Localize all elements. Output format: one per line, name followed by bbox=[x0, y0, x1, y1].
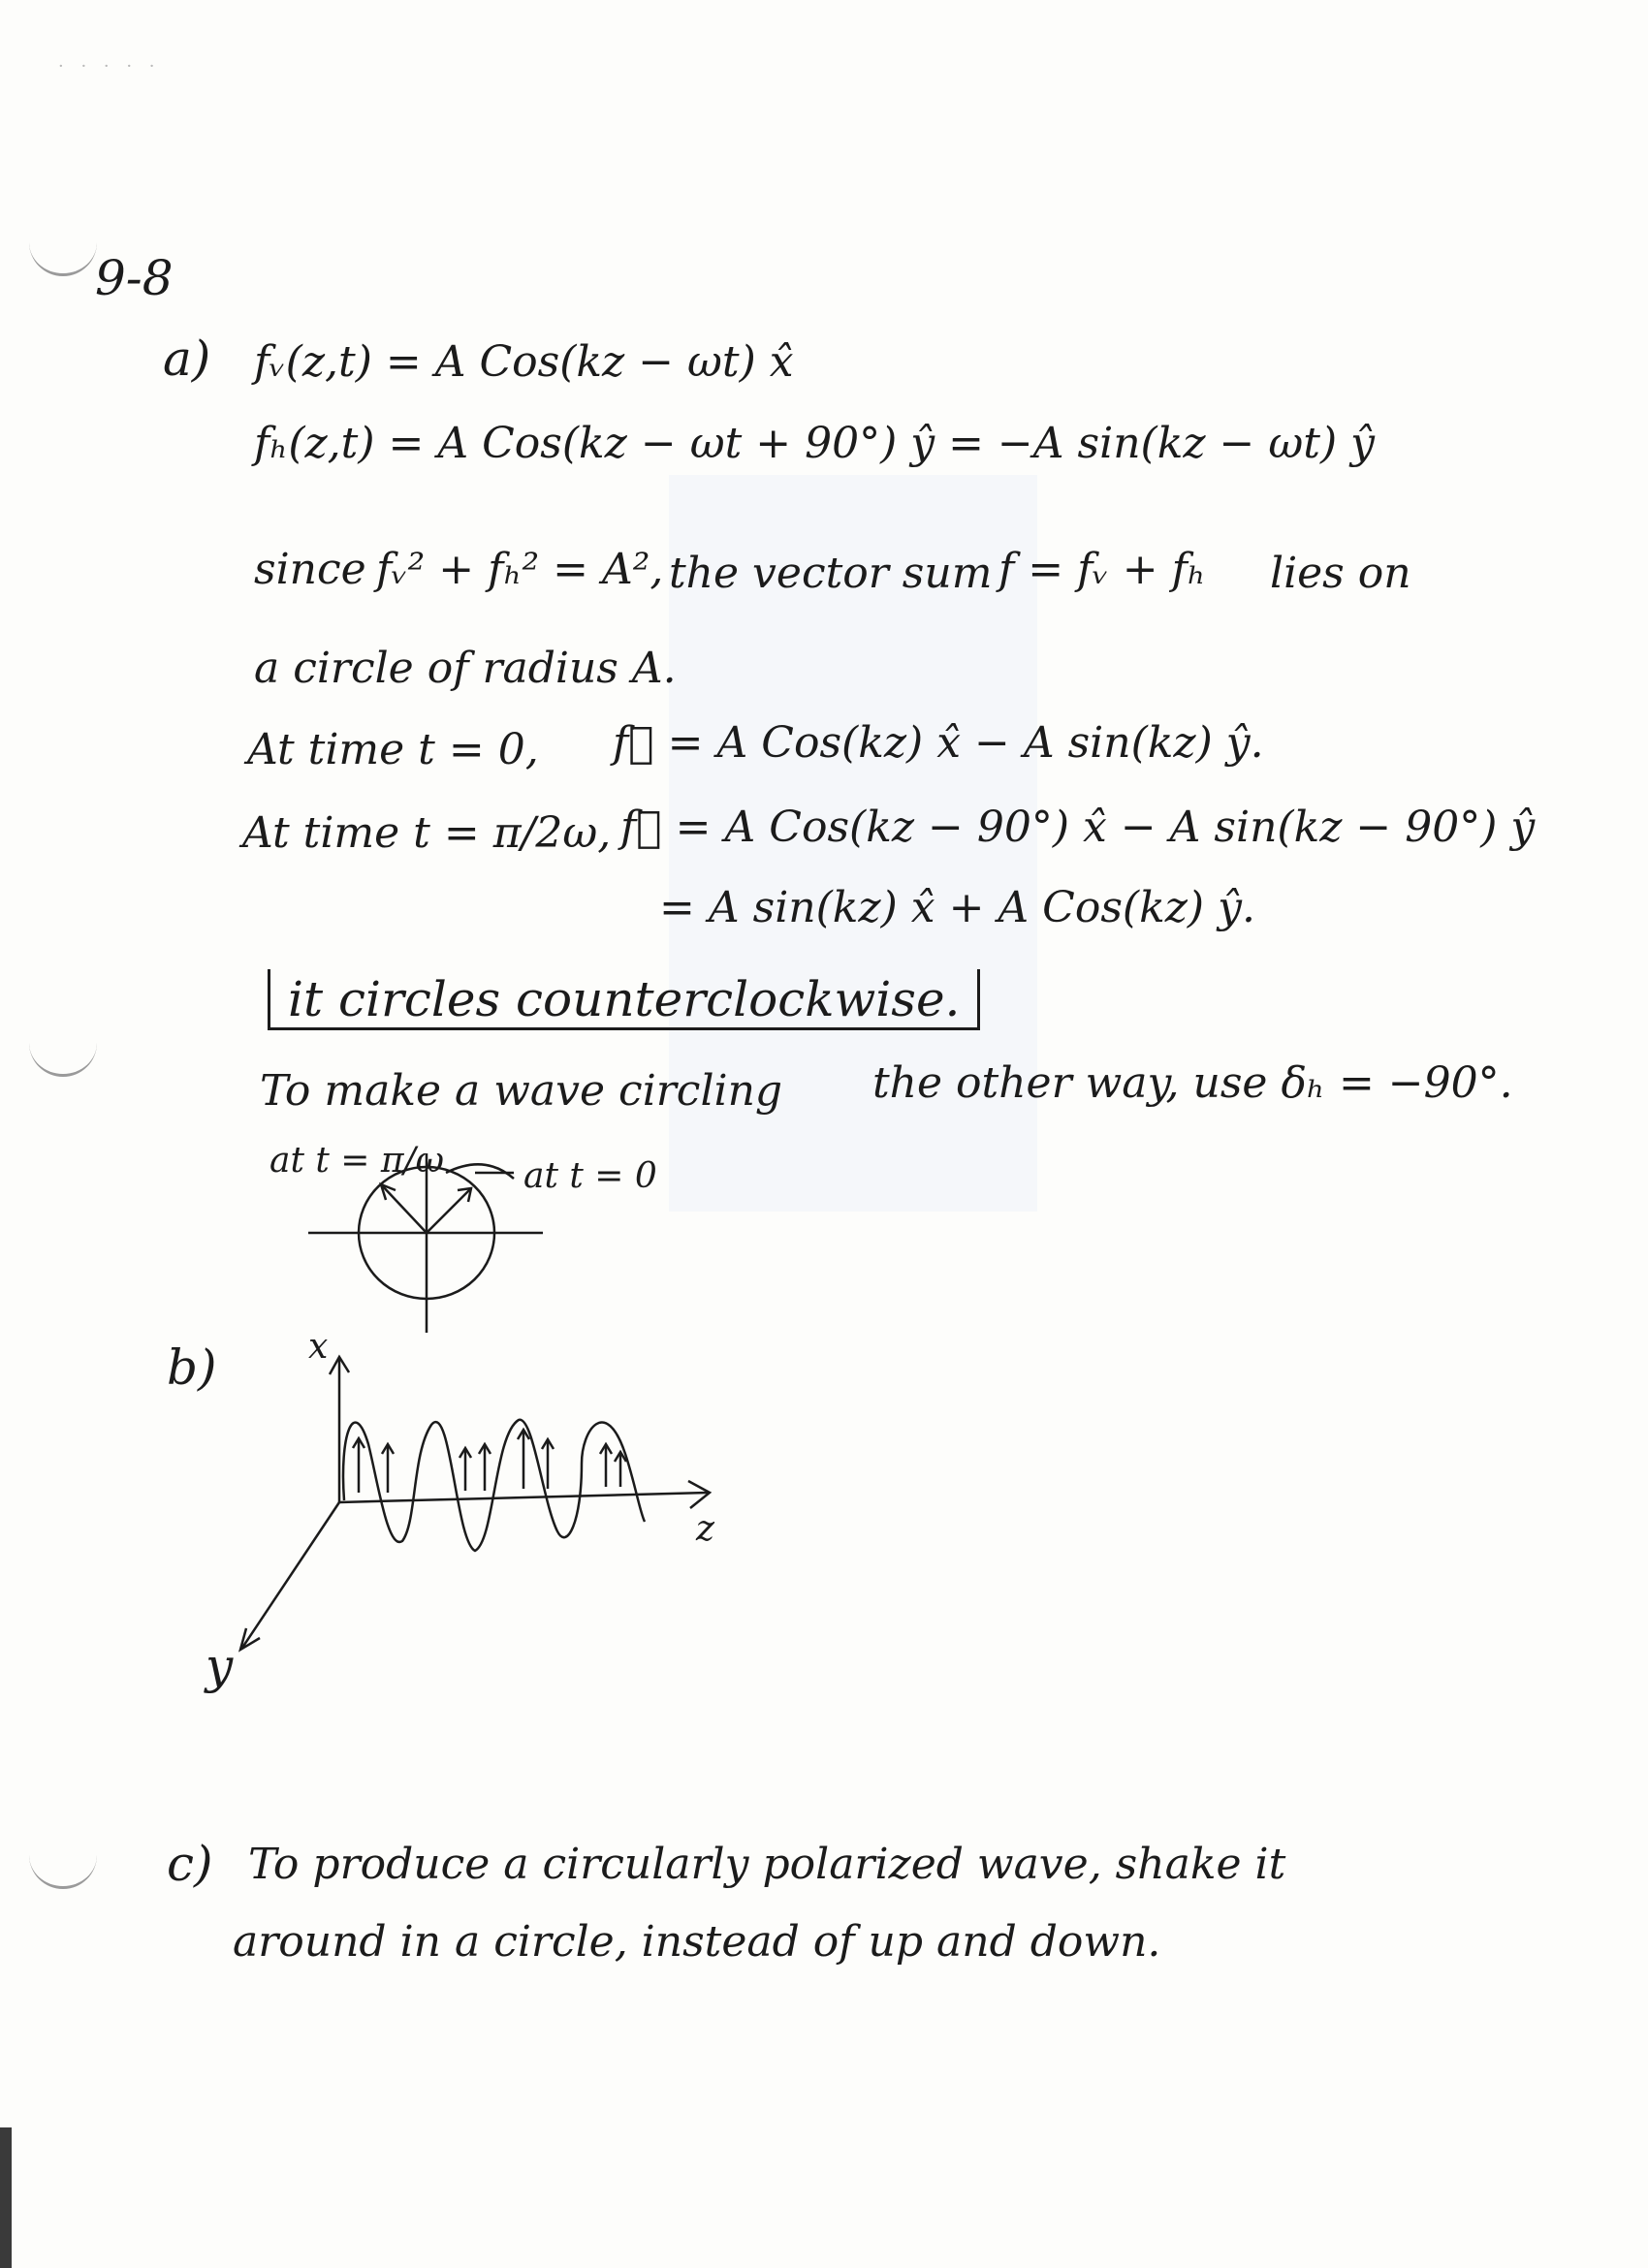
axis-z-label: z bbox=[696, 1509, 714, 1549]
equation-fv: fᵥ(z,t) = A Cos(kz − ωt) x̂ bbox=[254, 337, 794, 387]
vector-sum: f = fᵥ + fₕ bbox=[998, 545, 1206, 594]
rotation-arc bbox=[446, 1164, 514, 1179]
diagram-label-t-pi: at t = π/ω bbox=[269, 1141, 445, 1181]
part-a-label: a) bbox=[163, 331, 211, 387]
z-axis bbox=[339, 1493, 708, 1502]
lies-on: lies on bbox=[1270, 549, 1411, 598]
part-c-line-1: To produce a circularly polarized wave, shake it bbox=[248, 1840, 1286, 1889]
t0-equation: f⃗ = A Cos(kz) x̂ − A sin(kz) ŷ. bbox=[613, 718, 1264, 768]
since-word: since bbox=[254, 545, 366, 594]
vector-at-t-pi bbox=[381, 1184, 427, 1233]
diagram-label-t0: at t = 0 bbox=[523, 1156, 657, 1196]
binder-hole-mark bbox=[29, 235, 97, 276]
since-text: the vector sum bbox=[669, 549, 993, 598]
other-way-text: the other way, use δₕ = −90°. bbox=[872, 1058, 1513, 1108]
make-wave-text: To make a wave circling bbox=[260, 1066, 783, 1116]
scan-edge bbox=[0, 2127, 12, 2268]
part-b-label: b) bbox=[167, 1339, 217, 1396]
problem-number: 9-8 bbox=[95, 250, 174, 306]
helix-wave-sketch bbox=[233, 1347, 737, 1677]
equation-fh: fₕ(z,t) = A Cos(kz − ωt + 90°) ŷ = −A sin(kz − ωt) ŷ bbox=[254, 419, 1375, 468]
y-axis bbox=[242, 1502, 339, 1648]
t1-equation: f⃗ = A Cos(kz − 90°) x̂ − A sin(kz − 90°) ŷ bbox=[620, 803, 1536, 852]
part-c-line-2: around in a circle, instead of up and down. bbox=[233, 1917, 1161, 1967]
axis-x-label: x bbox=[308, 1327, 329, 1367]
binder-hole-mark bbox=[29, 1035, 97, 1077]
t0-label: At time t = 0, bbox=[247, 725, 539, 774]
axis-y-label: y bbox=[206, 1638, 234, 1694]
scan-smudge: · · · · · bbox=[58, 56, 161, 77]
t1-label: At time t = π/2ω, bbox=[242, 808, 612, 858]
rotation-circle-diagram bbox=[291, 1144, 562, 1338]
circle-line: a circle of radius A. bbox=[254, 644, 677, 693]
binder-hole-mark bbox=[29, 1847, 97, 1889]
t1-equation-result: = A sin(kz) x̂ + A Cos(kz) ŷ. bbox=[659, 883, 1255, 932]
conclusion-boxed: it circles counterclockwise. bbox=[268, 969, 980, 1030]
vector-at-t0 bbox=[427, 1188, 471, 1233]
since-equation: fᵥ² + fₕ² = A², bbox=[376, 545, 664, 594]
part-c-label: c) bbox=[167, 1836, 213, 1892]
